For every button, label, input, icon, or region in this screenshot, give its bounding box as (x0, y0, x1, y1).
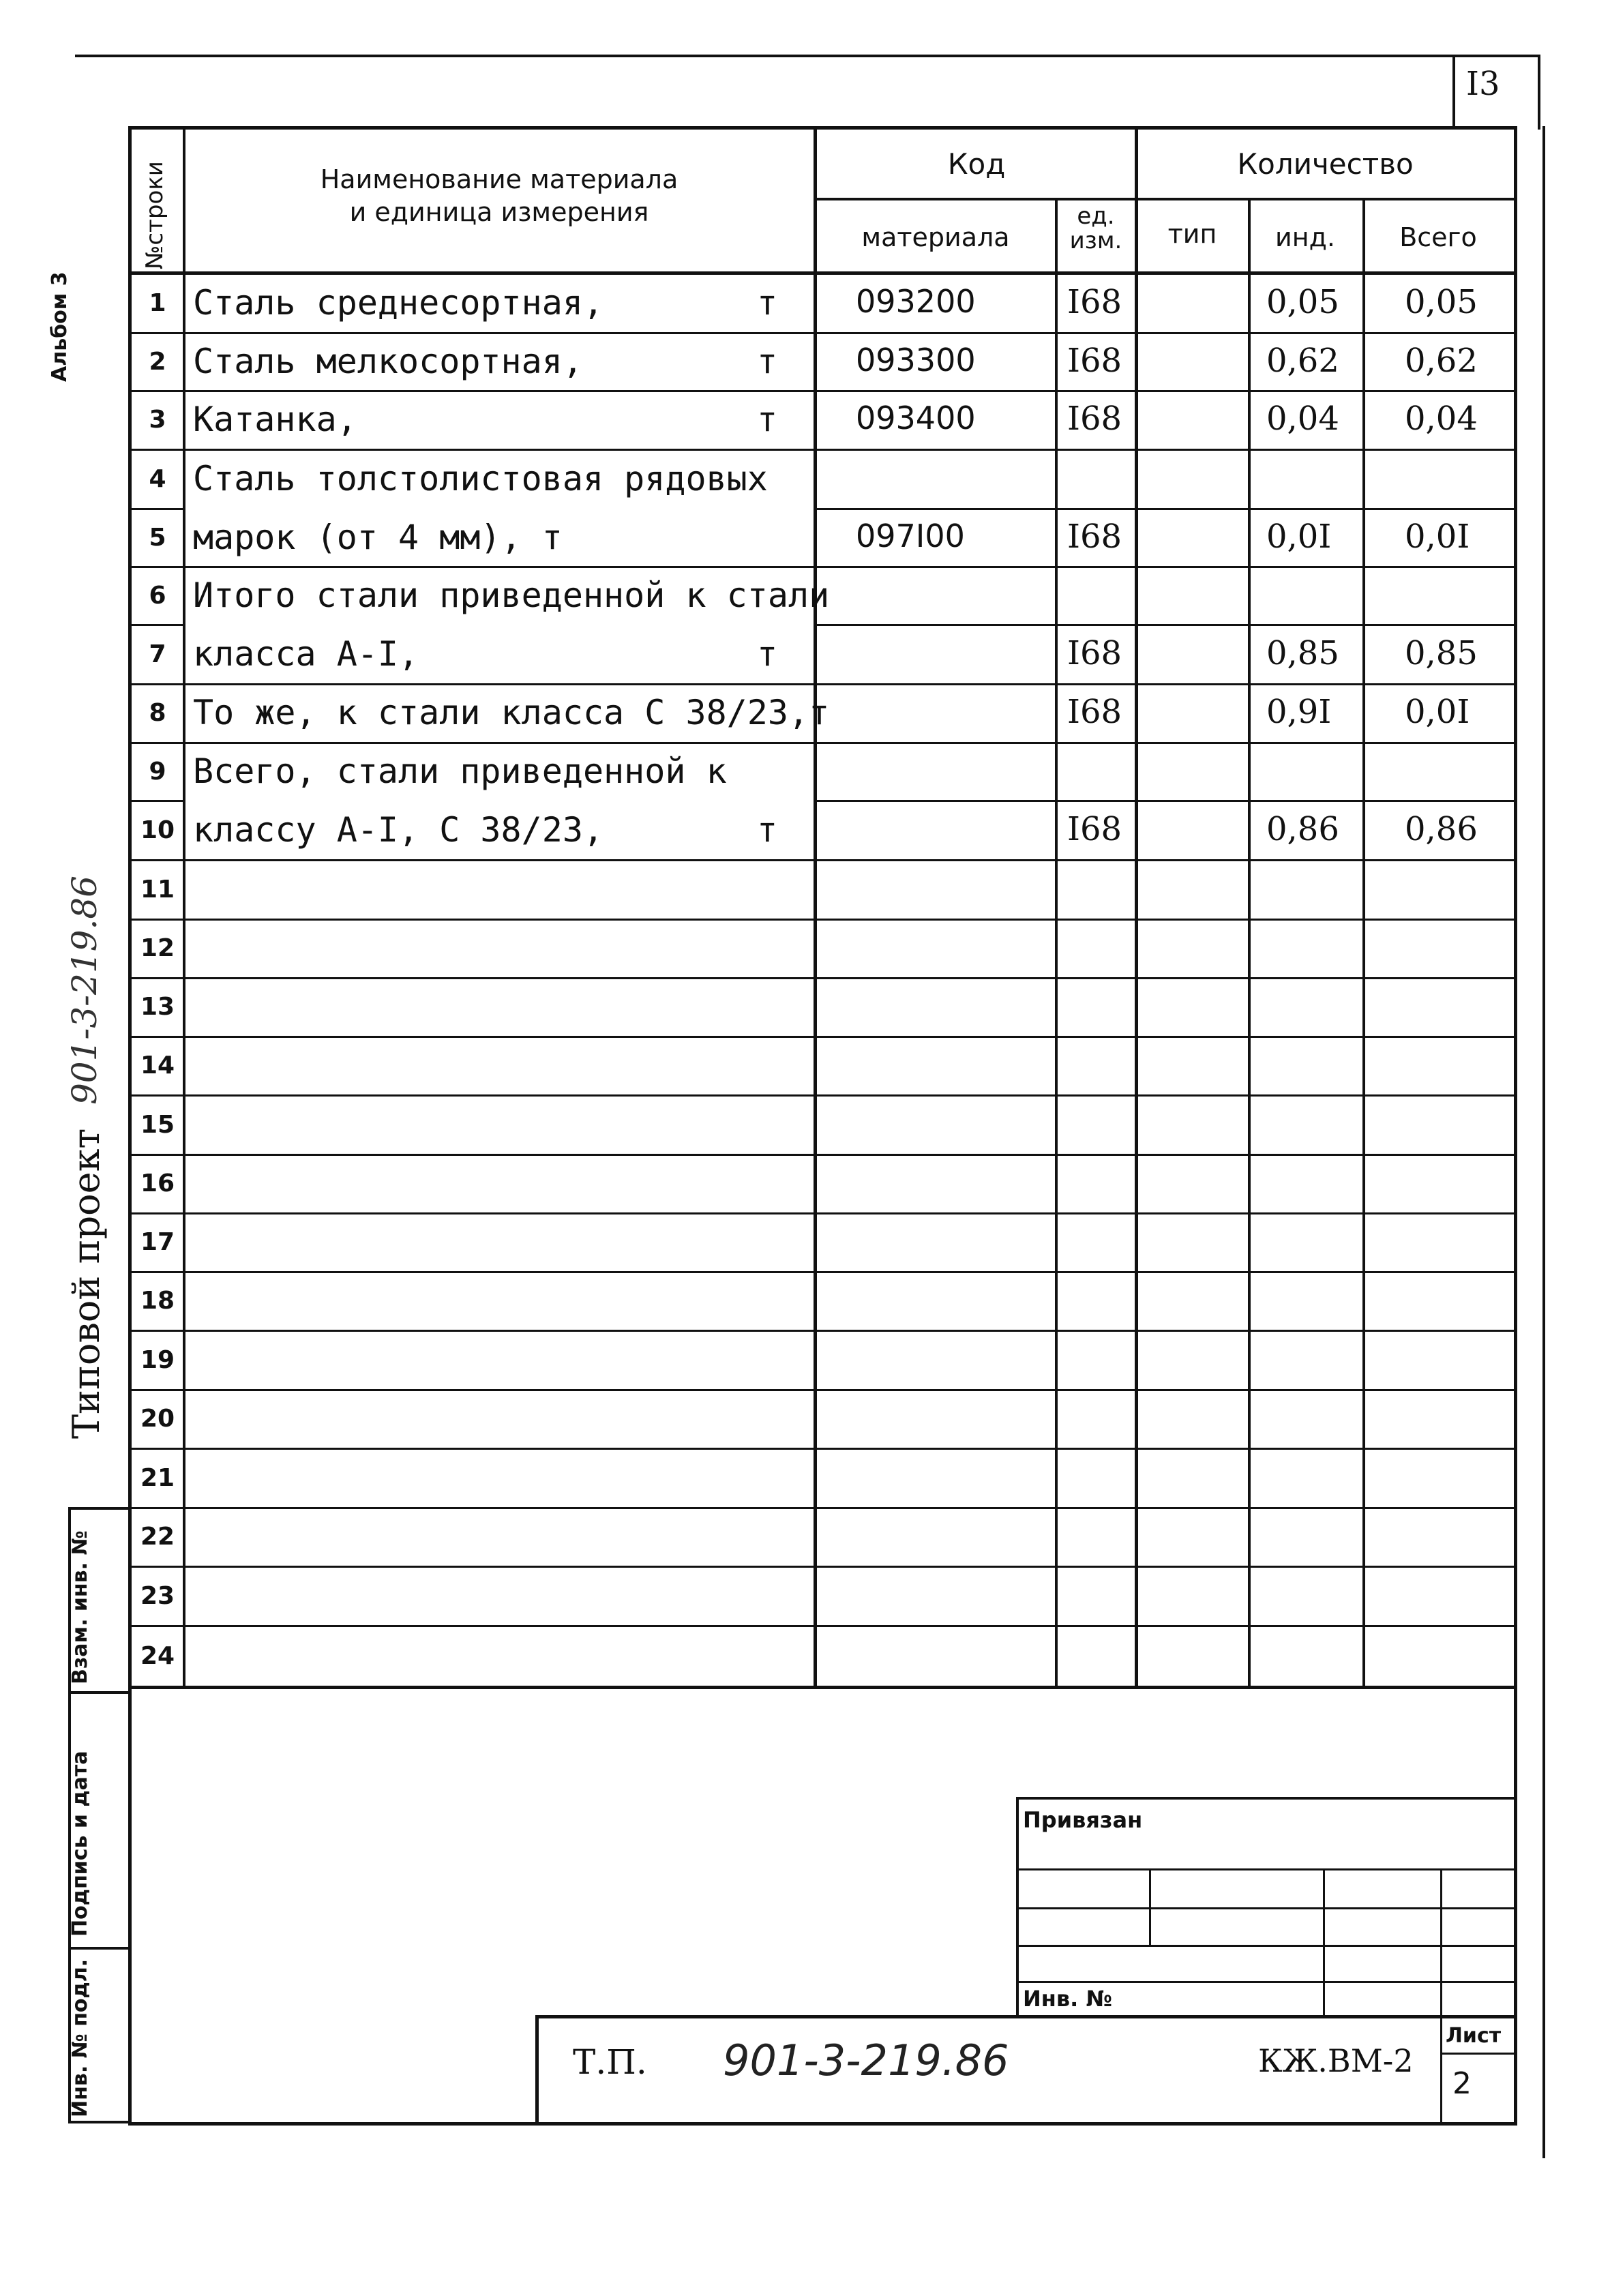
row-number: 9 (149, 758, 166, 786)
doc-number: 901-3-219.86 (723, 2036, 1009, 2085)
row-line (128, 449, 1517, 451)
top-rule (75, 55, 1538, 57)
stamp-line (68, 2121, 130, 2123)
row-line (128, 1330, 1517, 1332)
unit-code: I68 (1067, 342, 1122, 380)
row-line (814, 624, 1517, 626)
row-line (128, 1094, 1517, 1097)
row-number: 13 (140, 993, 175, 1021)
frame-bottom (128, 2122, 1517, 2126)
header-line (816, 198, 1514, 200)
qty-total: 0,86 (1405, 810, 1478, 848)
row-line (128, 683, 1517, 685)
material-code: 093400 (856, 400, 976, 436)
qty-individual: 0,0I (1266, 518, 1332, 556)
header-code-unit: ед. изм. (1069, 203, 1122, 254)
col-line (814, 126, 817, 1688)
row-number: 3 (149, 406, 166, 434)
tb-line (1016, 1981, 1514, 1983)
row-line (128, 508, 183, 510)
page-edge-right (1542, 126, 1545, 2158)
row-line (128, 1507, 1517, 1509)
row-number: 22 (140, 1523, 175, 1551)
unit-code: I68 (1067, 400, 1122, 438)
album-label: Альбом 3 (48, 271, 72, 382)
frame-right (1514, 126, 1517, 2124)
row-number: 2 (149, 348, 166, 376)
row-line (128, 390, 1517, 392)
row-line (128, 332, 1517, 334)
qty-individual: 0,62 (1266, 342, 1339, 380)
side-project-code: 901-3-219.86 (65, 876, 104, 1105)
qty-total: 0,0I (1405, 693, 1470, 731)
col-line (183, 126, 185, 1688)
tp-label: Т.П. (573, 2042, 647, 2082)
tb-line (1440, 2053, 1514, 2055)
row-number: 4 (149, 465, 166, 493)
row-line (128, 859, 1517, 861)
header-quantity: Количество (1237, 147, 1414, 181)
frame-left (128, 126, 132, 2124)
row-line (128, 624, 183, 626)
material-name: Итого стали приведенной к стали (193, 576, 830, 615)
material-name: Катанка, (193, 400, 357, 439)
tb-line (1016, 1868, 1514, 1870)
row-number: 24 (140, 1642, 175, 1670)
typical-project-label: Типовой проект (65, 1128, 108, 1439)
material-name: Сталь среднесортная, (193, 283, 604, 323)
row-number: 15 (140, 1111, 175, 1139)
bound-label: Привязан (1023, 1807, 1143, 1833)
row-number: 18 (140, 1287, 175, 1315)
row-line (128, 1625, 1517, 1627)
row-number: 5 (149, 524, 166, 552)
header-vline (1362, 198, 1365, 273)
inv-no-label: Инв. № (1023, 1986, 1112, 2012)
header-qty-total: Всего (1399, 222, 1477, 252)
stamp-label-original: Инв. № подл. (68, 1958, 92, 2117)
qty-total: 0,05 (1405, 283, 1478, 321)
stamp-line (68, 1947, 130, 1950)
row-number: 20 (140, 1405, 175, 1433)
unit-code: I68 (1067, 810, 1122, 848)
tb-line (1440, 1868, 1442, 2124)
row-line (128, 742, 1517, 744)
row-line (128, 1448, 1517, 1450)
material-unit: т (757, 283, 778, 323)
header-line (128, 271, 1517, 275)
material-unit: т (757, 810, 778, 850)
unit-code: I68 (1067, 634, 1122, 672)
material-code: 097I00 (856, 518, 965, 554)
header-row-number: №строки (141, 161, 168, 269)
material-name: классу А-I, С 38/23, (193, 810, 604, 850)
header-vline (1248, 198, 1251, 273)
material-unit: т (757, 400, 778, 439)
material-code: 093300 (856, 342, 976, 378)
row-line (128, 919, 1517, 921)
stamp-line (68, 1507, 130, 1510)
row-number: 8 (149, 699, 166, 727)
row-line (814, 800, 1517, 802)
col-line (1135, 126, 1138, 1688)
row-number: 7 (149, 640, 166, 668)
unit-code: I68 (1067, 283, 1122, 321)
row-number: 10 (140, 816, 175, 844)
col-line (1055, 273, 1058, 1688)
row-number: 11 (140, 876, 175, 904)
row-line (128, 1154, 1517, 1156)
material-code: 093200 (856, 283, 976, 320)
doc-mark: КЖ.ВМ-2 (1258, 2042, 1414, 2079)
tb-line (1149, 1868, 1151, 1947)
qty-total: 0,0I (1405, 518, 1470, 556)
material-name: Всего, стали приведенной к (193, 751, 727, 791)
material-name: Сталь толстолистовая рядовых (193, 459, 768, 498)
header-code: Код (947, 147, 1006, 181)
material-unit: т (757, 634, 778, 674)
material-unit: т (757, 342, 778, 381)
row-number: 21 (140, 1464, 175, 1492)
qty-total: 0,85 (1405, 634, 1478, 672)
page-number: I3 (1466, 65, 1500, 103)
col-line (1362, 273, 1365, 1688)
qty-total: 0,62 (1405, 342, 1478, 380)
stamp-label-replace: Взам. инв. № (68, 1530, 92, 1684)
qty-individual: 0,86 (1266, 810, 1339, 848)
qty-individual: 0,05 (1266, 283, 1339, 321)
row-line (128, 1036, 1517, 1038)
header-name: Наименование материала и единица измерения (320, 164, 679, 227)
row-line (128, 1566, 1517, 1568)
header-code-material: материала (861, 222, 1010, 252)
page-number-divider (1452, 55, 1455, 130)
stamp-line (68, 1691, 130, 1694)
row-line (128, 800, 183, 802)
header-qty-ind: инд. (1275, 222, 1335, 252)
row-line (128, 1271, 1517, 1273)
tb-line (535, 2015, 1514, 2018)
row-line (128, 566, 1517, 568)
header-vline (1055, 198, 1058, 273)
sheet-number: 2 (1452, 2066, 1472, 2101)
row-number: 14 (140, 1052, 175, 1079)
page-number-border (1538, 55, 1540, 130)
row-line (814, 508, 1517, 510)
material-name: марок (от 4 мм), т (193, 518, 563, 557)
stamp-label-signature: Подпись и дата (68, 1750, 92, 1937)
material-name: класса А-I, (193, 634, 419, 674)
col-line (1248, 273, 1251, 1688)
material-name: Сталь мелкосортная, (193, 342, 583, 381)
tb-line (1323, 1868, 1325, 2015)
tb-line (535, 2015, 539, 2124)
sheet-label: Лист (1446, 2024, 1502, 2048)
qty-individual: 0,85 (1266, 634, 1339, 672)
qty-individual: 0,9I (1266, 693, 1332, 731)
frame-top (128, 126, 1517, 130)
row-line (128, 977, 1517, 979)
unit-code: I68 (1067, 518, 1122, 556)
material-name: То же, к стали класса С 38/23,т (193, 693, 830, 732)
row-number: 16 (140, 1169, 175, 1197)
qty-individual: 0,04 (1266, 400, 1339, 438)
row-number: 17 (140, 1228, 175, 1256)
tb-line (1016, 1945, 1514, 1947)
table-bottom-line (128, 1686, 1517, 1689)
row-number: 23 (140, 1582, 175, 1610)
qty-total: 0,04 (1405, 400, 1478, 438)
row-number: 19 (140, 1346, 175, 1374)
unit-code: I68 (1067, 693, 1122, 731)
header-qty-type: тип (1167, 219, 1217, 249)
row-line (128, 1389, 1517, 1391)
tb-line (1016, 1907, 1514, 1909)
row-line (128, 1212, 1517, 1214)
row-number: 12 (140, 934, 175, 962)
row-number: 1 (149, 289, 166, 317)
tb-line (1016, 1797, 1514, 1800)
row-number: 6 (149, 582, 166, 610)
